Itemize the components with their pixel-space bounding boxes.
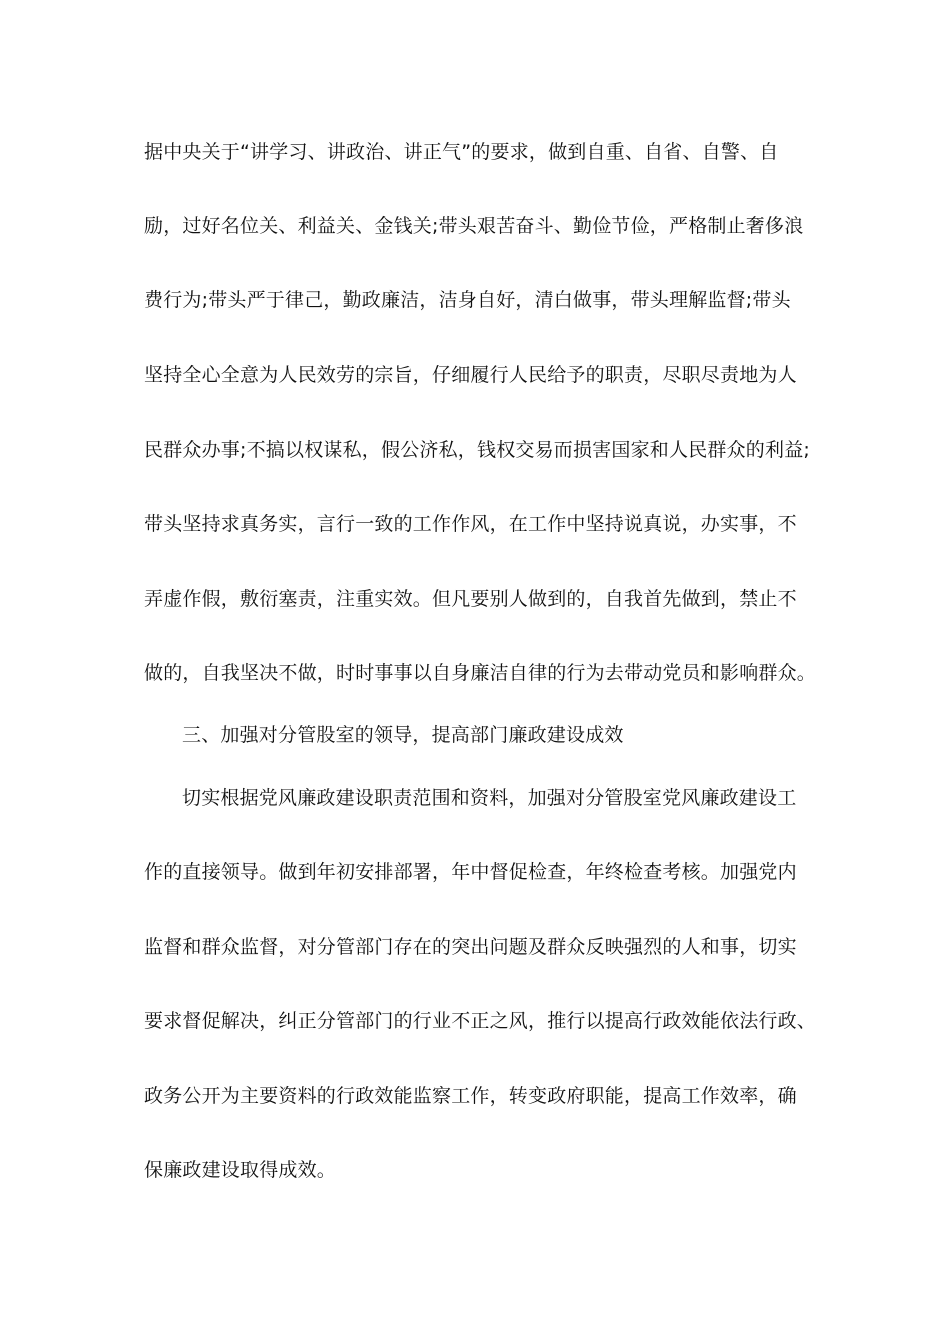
paragraph-line: 坚持全心全意为人民效劳的宗旨，仔细履行人民给予的职责，尽职尽责地为人 xyxy=(144,364,797,386)
paragraph-line: 要求督促解决，纠正分管部门的行业不正之风，推行以提高行政效能依法行政、 xyxy=(144,1010,817,1032)
paragraph-line: 切实根据党风廉政建设职责范围和资料，加强对分管股室党风廉政建设工 xyxy=(182,787,797,809)
paragraph-line: 做的，自我坚决不做，时时事事以自身廉洁自律的行为去带动党员和影响群众。 xyxy=(144,662,817,684)
paragraph-line: 弄虚作假，敷衍塞责，注重实效。但凡要别人做到的，自我首先做到，禁止不 xyxy=(144,588,797,610)
paragraph-line: 据中央关于“讲学习、讲政治、讲正气”的要求，做到自重、自省、自警、自 xyxy=(144,141,779,163)
paragraph-line: 民群众办事;不搞以权谋私，假公济私，钱权交易而损害国家和人民群众的利益; xyxy=(144,439,811,461)
paragraph-line: 费行为;带头严于律己，勤政廉洁，洁身自好，清白做事，带头理解监督;带头 xyxy=(144,289,791,311)
paragraph-line: 监督和群众监督，对分管部门存在的突出问题及群众反映强烈的人和事，切实 xyxy=(144,936,797,958)
section-heading: 三、加强对分管股室的领导，提高部门廉政建设成效 xyxy=(182,724,624,746)
paragraph-line: 政务公开为主要资料的行政效能监察工作，转变政府职能，提高工作效率，确 xyxy=(144,1085,797,1107)
paragraph-line: 保廉政建设取得成效。 xyxy=(144,1159,337,1181)
paragraph-line: 励，过好名位关、利益关、金钱关;带头艰苦奋斗、勤俭节俭，严格制止奢侈浪 xyxy=(144,215,804,237)
paragraph-line: 作的直接领导。做到年初安排部署，年中督促检查，年终检查考核。加强党内 xyxy=(144,861,797,883)
paragraph-line: 带头坚持求真务实，言行一致的工作作风，在工作中坚持说真说，办实事，不 xyxy=(144,513,797,535)
